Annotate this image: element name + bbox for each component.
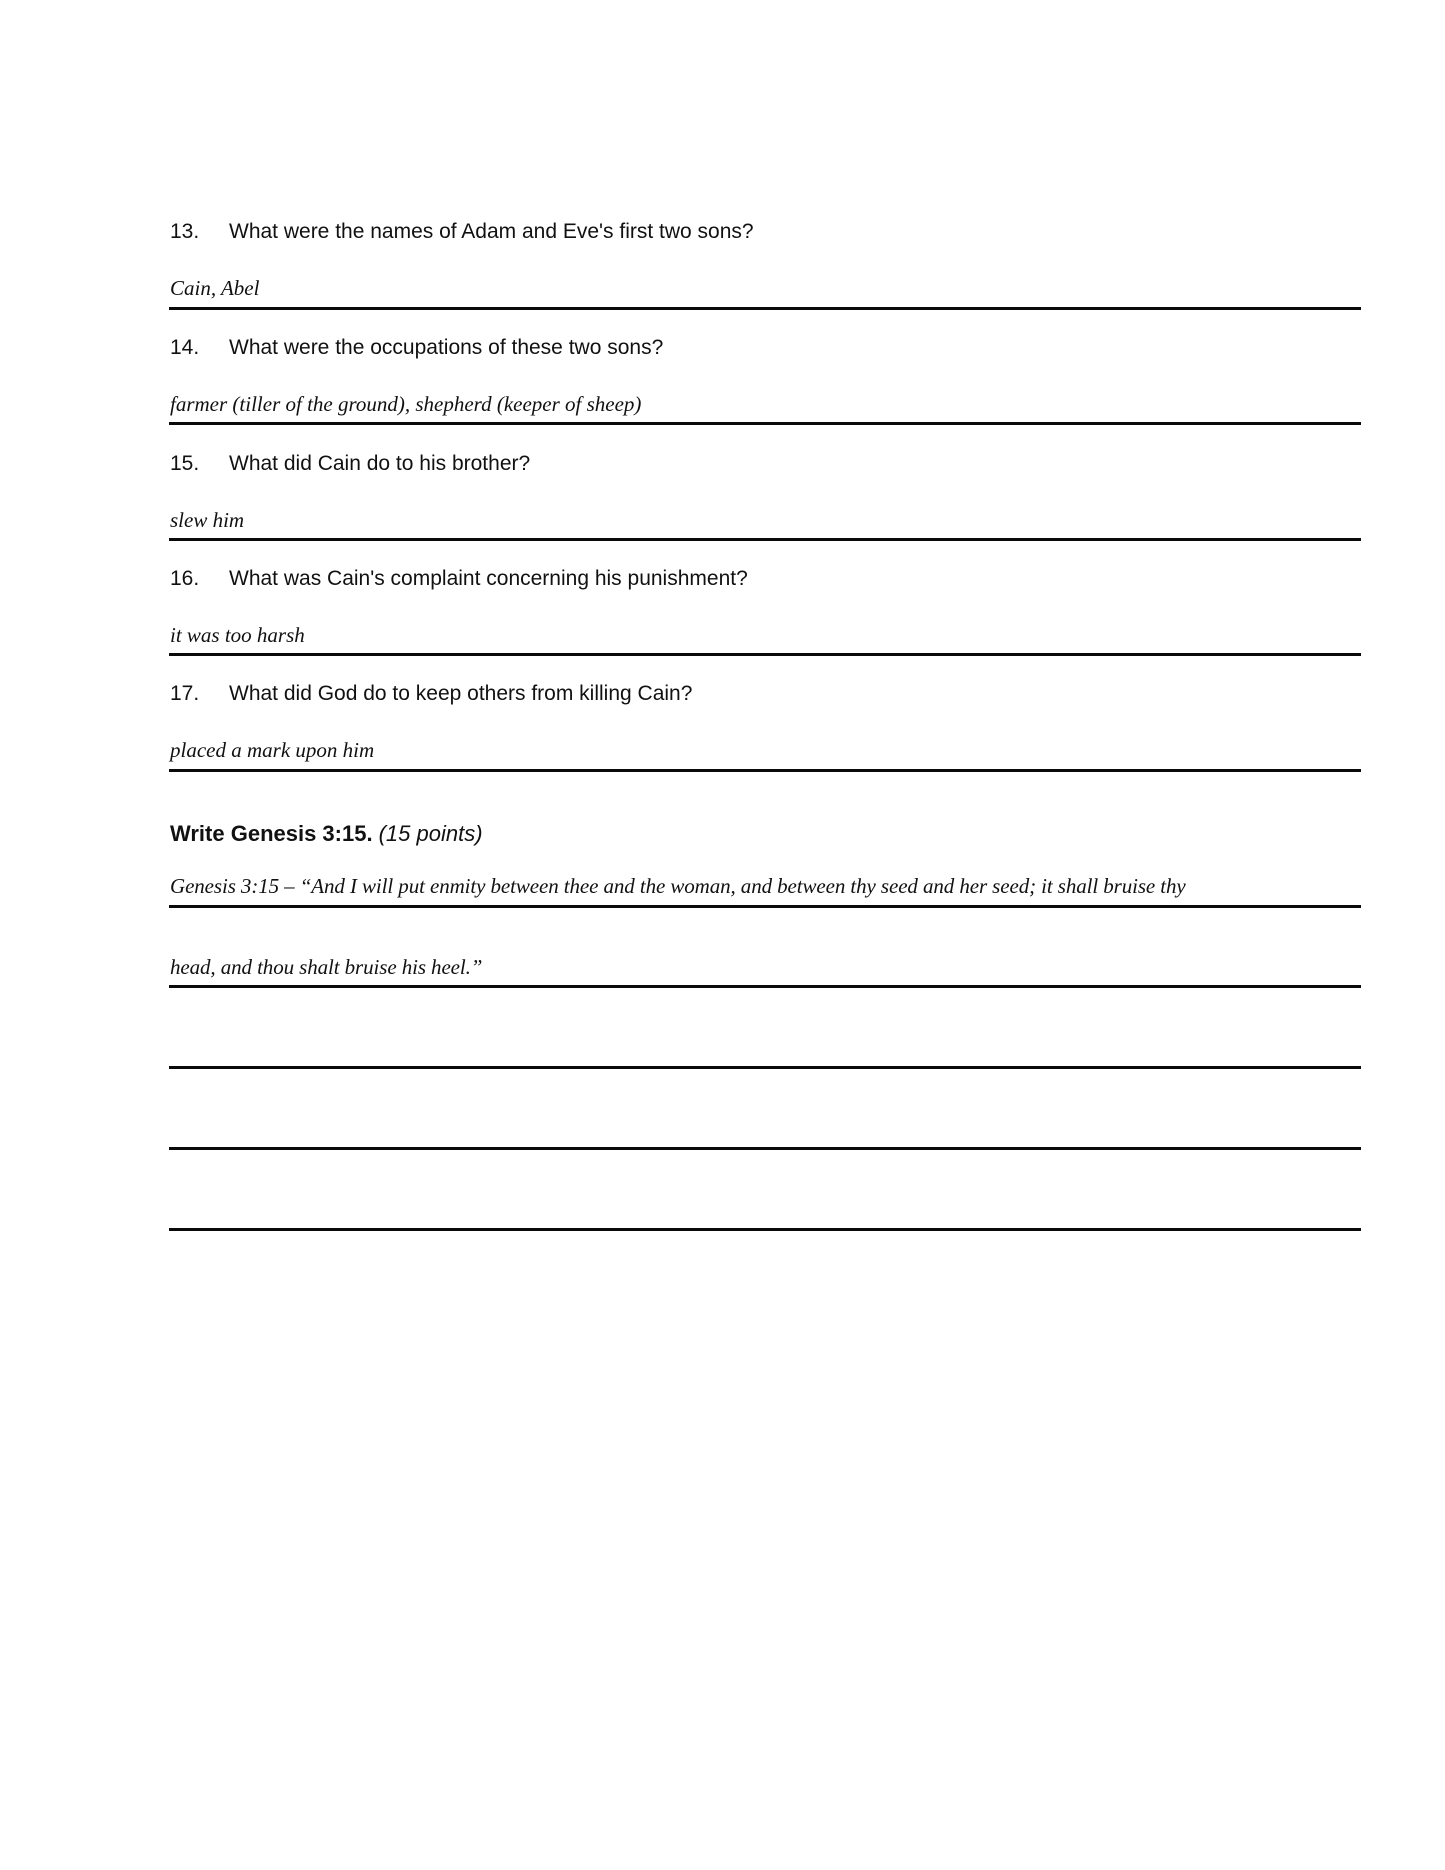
answer-line	[169, 1147, 1361, 1150]
answer-line	[169, 538, 1361, 541]
answer-line	[169, 1066, 1361, 1069]
answer-line	[169, 1228, 1361, 1231]
question-number: 17.	[170, 682, 200, 705]
verse-line-1: Genesis 3:15 – “And I will put enmity between thee and the woman, and between thy seed and her seed; it shall bruise thy	[170, 874, 1186, 898]
question-text: What were the names of Adam and Eve's first two sons?	[229, 220, 754, 243]
answer-13: Cain, Abel	[170, 276, 260, 300]
answer-14: farmer (tiller of the ground), shepherd (keeper of sheep)	[170, 392, 642, 416]
verse-line-2: head, and thou shalt bruise his heel.”	[170, 955, 483, 979]
question-number: 14.	[170, 336, 200, 359]
question-text: What did Cain do to his brother?	[229, 452, 531, 475]
answer-line	[169, 769, 1361, 772]
answer-16: it was too harsh	[170, 623, 305, 647]
answer-line	[169, 985, 1361, 988]
question-text: What were the occupations of these two sons?	[229, 336, 664, 359]
question-number: 13.	[170, 220, 200, 243]
question-text: What was Cain's complaint concerning his punishment?	[229, 567, 748, 590]
question-number: 15.	[170, 452, 200, 475]
answer-line	[169, 905, 1361, 908]
question-number: 16.	[170, 567, 200, 590]
answer-line	[169, 422, 1361, 425]
question-text: What did God do to keep others from killing Cain?	[229, 682, 693, 705]
section-heading	[170, 823, 483, 845]
section-points: (15 points)	[378, 821, 483, 846]
answer-15: slew him	[170, 508, 245, 532]
answer-line	[169, 307, 1361, 310]
answer-line	[169, 653, 1361, 656]
answer-17: placed a mark upon him	[170, 738, 375, 762]
section-heading-title: Write Genesis 3:15.	[170, 821, 373, 846]
